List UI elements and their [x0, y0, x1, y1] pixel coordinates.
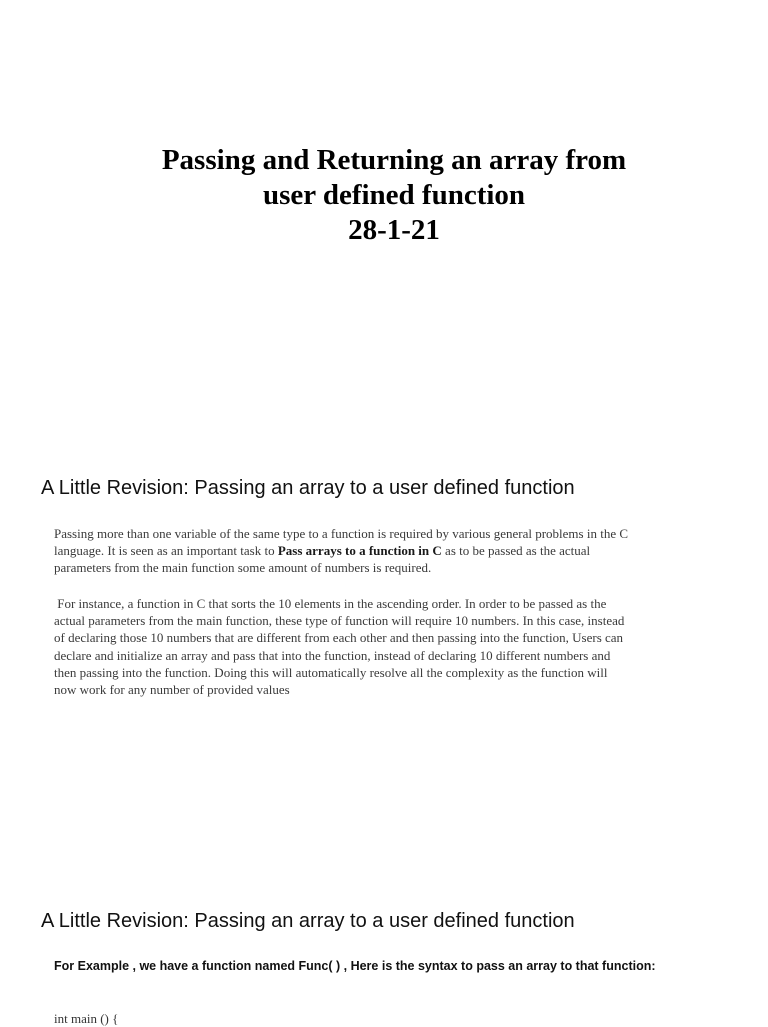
title-line-2: user defined function: [262, 179, 526, 211]
paragraph-1-line-3: parameters from the main function some amount of numbers is required.: [54, 560, 432, 576]
paragraph-2-line-6: now work for any number of provided values: [54, 682, 290, 698]
paragraph-1-line-2-end: as to be passed as the actual: [441, 543, 591, 559]
page-title: [100, 143, 688, 248]
paragraph-2-line-4: declare and initialize an array and pass that into the function, instead of declaring 10 different numbers and: [54, 647, 611, 663]
example-intro: For Example , we have a function named Func( ) , Here is the syntax to pass an array to that function:: [54, 959, 656, 973]
paragraph-2-line-5: then passing into the function. Doing this will automatically resolve all the complexity as the function will: [54, 664, 608, 680]
pass-arrays-emphasis: Pass arrays to a function in C: [277, 543, 442, 559]
code-snippet: int main () {: [54, 1011, 119, 1026]
title-date: 28-1-21: [348, 214, 440, 246]
paragraph-2: [54, 595, 704, 698]
paragraph-2-line-3: of declaring those 10 numbers that are different from each other and then passing into the function, Users can: [54, 630, 624, 646]
paragraph-2-line-2: actual parameters from the main function, these type of function will require 10 numbers. In this case, instead: [54, 613, 625, 629]
title-line-1: Passing and Returning an array from: [161, 144, 627, 176]
section-heading-1: A Little Revision: Passing an array to a user defined function: [41, 477, 575, 499]
paragraph-2-line-1: For instance, a function in C that sorts the 10 elements in the ascending order. In order to be passed as the: [54, 596, 607, 611]
paragraph-1-line-2-start: language. It is seen as an important task to: [54, 543, 278, 559]
section-heading-2: A Little Revision: Passing an array to a user defined function: [41, 910, 575, 932]
paragraph-1-line-1: Passing more than one variable of the same type to a function is required by various general problems in the C: [54, 526, 629, 541]
paragraph-1: [54, 525, 704, 577]
paragraph-1-line-2: [54, 542, 704, 559]
